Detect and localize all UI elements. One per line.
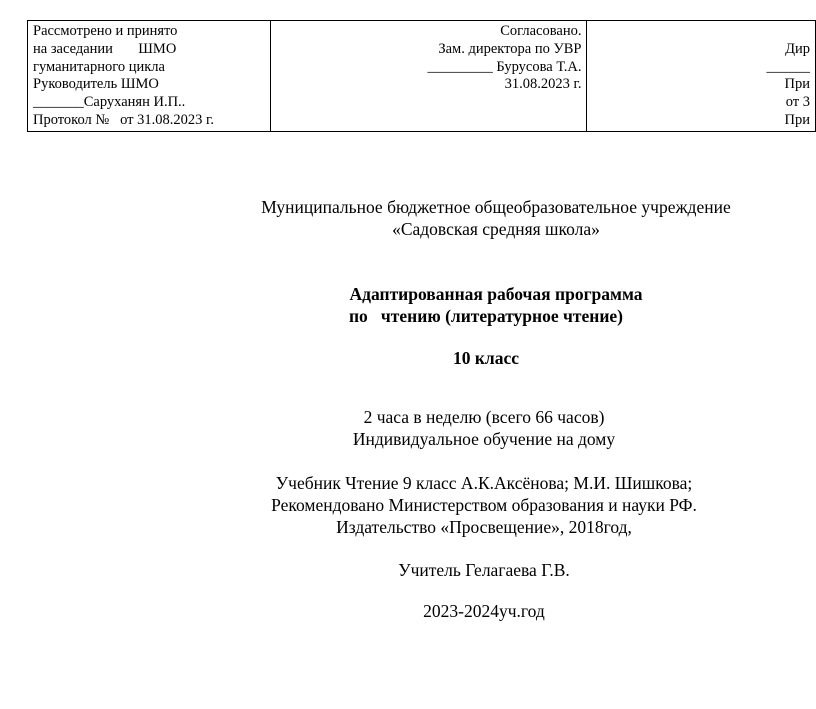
considered-line: Рассмотрено и принято bbox=[33, 23, 178, 39]
approved-line: ______ bbox=[766, 58, 810, 75]
program-title: Адаптированная рабочая программа bbox=[349, 284, 643, 304]
agreed-cell bbox=[271, 21, 587, 132]
considered-line: _______Саруханян И.П.. bbox=[33, 94, 186, 111]
approved-line: Дир bbox=[785, 40, 810, 57]
considered-line: на заседании ШМО bbox=[33, 40, 177, 57]
considered-line: Руководитель ШМО bbox=[33, 76, 159, 93]
academic-year: 2023-2024уч.год bbox=[423, 601, 545, 621]
school-name: «Садовская средняя школа» bbox=[392, 219, 600, 239]
considered-line: Протокол № от 31.08.2023 г. bbox=[33, 111, 214, 128]
approval-table bbox=[27, 20, 816, 132]
considered-cell bbox=[28, 21, 271, 132]
considered-line: гуманитарного цикла bbox=[33, 58, 165, 75]
approved-cell bbox=[587, 21, 816, 132]
agreed-line: 31.08.2023 г. bbox=[504, 76, 582, 93]
agreed-line: Согласовано. bbox=[500, 23, 582, 39]
approved-line: от 3 bbox=[785, 94, 810, 111]
study-mode: Индивидуальное обучение на дому bbox=[352, 429, 616, 449]
agreed-line: _________ Бурусова Т.А. bbox=[427, 58, 582, 75]
institution-name: Муниципальное бюджетное общеобразовательное учреждение bbox=[261, 197, 731, 217]
teacher-name: Учитель Гелагаева Г.В. bbox=[398, 560, 570, 580]
approved-line: При bbox=[784, 111, 810, 128]
textbook-line: Учебник Чтение 9 класс А.К.Аксёнова; М.И. Шишкова; bbox=[275, 473, 693, 493]
agreed-line: Зам. директора по УВР bbox=[438, 40, 582, 57]
textbook-line: Издательство «Просвещение», 2018год, bbox=[336, 517, 632, 537]
textbook-line: Рекомендовано Министерством образования и науки РФ. bbox=[271, 495, 697, 515]
approved-line: При bbox=[784, 76, 810, 93]
program-subject: по чтению (литературное чтение) bbox=[348, 306, 624, 326]
hours-per-week: 2 часа в неделю (всего 66 часов) bbox=[363, 407, 605, 427]
approved-line bbox=[592, 23, 810, 41]
grade: 10 класс bbox=[452, 348, 520, 368]
